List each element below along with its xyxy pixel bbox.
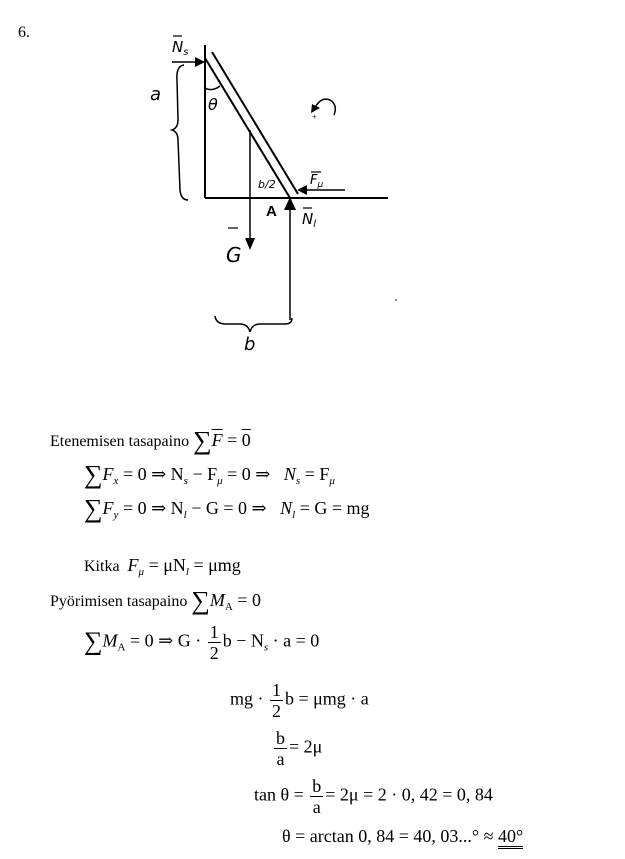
ns-arrow-head [195,57,205,67]
rotation-line: Pyörimisen tasapaino $\sum M_A = 0$ [50,586,261,615]
free-body-diagram [0,0,625,400]
label-ns: $N_s$ [172,38,189,58]
problem-number: 6. [18,24,30,41]
label-A: A [266,203,277,220]
stray-dot [395,299,397,301]
label-g: G [226,243,242,267]
final-answer: 40° [498,826,523,849]
ladder-edge-1 [205,58,290,198]
label-fmu: $F_\mu$ [310,173,324,190]
step4-equation: θ = arctan 0, 84 = 40, 03...° ≈ 40° [282,826,523,847]
ladder-edge-2 [212,52,298,194]
label-plus: + [312,112,318,122]
step1-equation: mg · $\frac{1}{2}$ b = μmg · a [230,680,369,721]
weight-arrow-head [245,238,255,250]
translation-line: Etenemisen tasapaino $\sum\overline{F} = 0$ [50,426,251,455]
label-b-half: b/2 [258,178,276,191]
a-brace [172,65,188,200]
label-b: b [244,334,256,355]
theta-arc [205,86,220,90]
label-nl: $N_l$ [302,210,317,230]
moment-equation: $\sum M_A = 0$ ⇒ G · $\frac{1}{2}$ $b - N_s \cdot a = 0$ [84,622,320,663]
friction-line: Kitka $F_\mu = \mu N_l = \mu mg$ [84,555,241,578]
step3-equation: tan θ = $\frac{b}{a}$ = 2μ = 2 · 0, 42 = 0, 84 [254,776,493,817]
fy-equation: $\sum F_y = 0$ ⇒ $N_l - G = 0$ ⇒ $N_l = G$ = mg [84,494,370,523]
b-brace [215,316,292,332]
fx-equation: $\sum F_x = 0$ ⇒ $N_s - F_\mu = 0$ ⇒ $N_s = F_\mu$ [84,460,335,489]
label-a: a [150,84,162,105]
step2-equation: $\frac{b}{a}$ = 2μ [276,728,323,769]
label-theta: θ [208,95,218,114]
